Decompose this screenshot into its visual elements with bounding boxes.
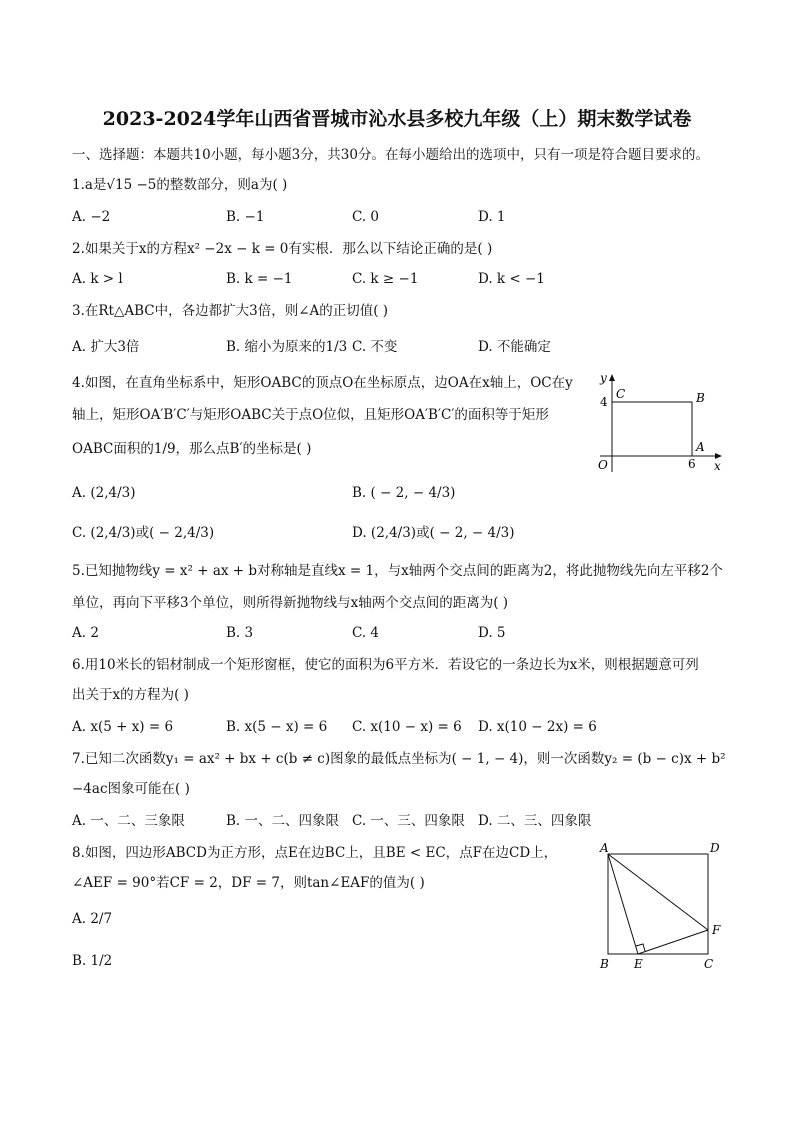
question-8-stem-line2: ∠AEF = 90°若CF = 2，DF = 7，则tan∠EAF的值为( ) <box>72 875 425 891</box>
q2-option-b: B. k = −1 <box>226 271 293 287</box>
q6-option-a: A. x(5 + x) = 6 <box>72 719 174 735</box>
q5-option-b: B. 3 <box>226 625 254 641</box>
q7-option-a: A. 一、二、三象限 <box>72 813 185 829</box>
right-angle-mark <box>636 944 645 951</box>
q6-option-c: C. x(10 − x) = 6 <box>352 719 462 735</box>
y-axis-arrow <box>609 374 615 381</box>
question-3-stem: 3.在Rt△ABC中，各边都扩大3倍，则∠A的正切值( ) <box>72 303 389 319</box>
question-5-stem-line2: 单位，再向下平移3个单位，则所得新抛物线与x轴两个交点间的距离为( ) <box>72 595 509 611</box>
question-7-stem-line2: −4ac图象可能在( ) <box>72 781 190 797</box>
label-d: D <box>710 841 720 855</box>
question-6-stem-line2: 出关于x的方程为( ) <box>72 687 189 703</box>
label-f: F <box>712 923 721 937</box>
label-a: A <box>696 440 705 454</box>
q2-option-a: A. k > l <box>72 271 123 287</box>
question-5-stem-line1: 5.已知抛物线y = x² + ax + b对称轴是直线x = 1，与x轴两个交点间的距离为2，将此抛物线先向左平移2个 <box>72 563 723 579</box>
question-1-stem: 1.a是√15 −5的整数部分，则a为( ) <box>72 177 288 193</box>
square-abcd-figure <box>594 838 734 974</box>
label-b: B <box>696 391 705 405</box>
q2-option-c: C. k ≥ −1 <box>352 271 419 287</box>
q3-option-d: D. 不能确定 <box>478 339 551 355</box>
label-e: E <box>634 957 643 971</box>
q1-option-d: D. 1 <box>478 209 506 225</box>
q5-option-d: D. 5 <box>478 625 506 641</box>
q2-option-d: D. k < −1 <box>478 271 545 287</box>
segment-af <box>608 854 708 930</box>
q8-option-b: B. 1/2 <box>72 953 113 969</box>
question-2-stem: 2.如果关于x的方程x² −2x − k = 0有实根．那么以下结论正确的是( ) <box>72 241 493 257</box>
q7-option-c: C. 一、三、四象限 <box>352 813 465 829</box>
q4-option-c: C. (2,4/3)或( − 2,4/3) <box>72 525 215 541</box>
question-4-stem-line3: OABC面积的1/9，那么点B′的坐标是( ) <box>72 441 312 457</box>
q4-option-d: D. (2,4/3)或( − 2, − 4/3) <box>352 525 515 541</box>
q3-option-b: B. 缩小为原来的1/3 <box>226 339 348 355</box>
label-o: O <box>598 458 608 472</box>
question-4-stem-line2: 轴上，矩形OA′B′C′与矩形OABC关于点O位似，且矩形OA′B′C′的面积等于矩形 <box>72 407 549 423</box>
coordinate-rectangle-figure <box>590 370 730 480</box>
page-title: 2023-2024学年山西省晋城市沁水县多校九年级（上）期末数学试卷 <box>102 108 692 130</box>
question-6-stem-line1: 6.用10米长的铝材制成一个矩形窗框，使它的面积为6平方米．若设它的一条边长为x米，则根据题意可列 <box>72 657 699 673</box>
q1-option-a: A. −2 <box>72 209 111 225</box>
label-y: y <box>600 371 607 385</box>
question-7-stem-line1: 7.已知二次函数y₁ = ax² + bx + c(b ≠ c)图象的最低点坐标为( − 1, − 4)，则一次函数y₂ = (b − c)x + b² <box>72 751 726 767</box>
q5-option-c: C. 4 <box>352 625 380 641</box>
q6-option-b: B. x(5 − x) = 6 <box>226 719 328 735</box>
q3-option-c: C. 不变 <box>352 339 398 355</box>
label-x: x <box>714 459 721 473</box>
q1-option-b: B. −1 <box>226 209 265 225</box>
label-4: 4 <box>600 395 608 409</box>
q8-option-a: A. 2/7 <box>72 911 113 927</box>
q1-option-c: C. 0 <box>352 209 380 225</box>
label-c: C <box>704 957 714 971</box>
q4-option-b: B. ( − 2, − 4/3) <box>352 485 456 501</box>
segment-ae <box>608 854 638 954</box>
question-4-stem-line1: 4.如图，在直角坐标系中，矩形OABC的顶点O在坐标原点，边OA在x轴上，OC在y <box>72 375 573 391</box>
label-c: C <box>616 387 626 401</box>
label-6: 6 <box>688 457 696 471</box>
label-a: A <box>600 841 609 855</box>
q6-option-d: D. x(10 − 2x) = 6 <box>478 719 597 735</box>
q7-option-d: D. 二、三、四象限 <box>478 813 592 829</box>
section-heading: 一、选择题：本题共10小题，每小题3分，共30分。在每小题给出的选项中，只有一项是符合题目要求的。 <box>72 147 709 163</box>
q4-option-a: A. (2,4/3) <box>72 485 136 501</box>
q5-option-a: A. 2 <box>72 625 99 641</box>
q3-option-a: A. 扩大3倍 <box>72 339 140 355</box>
question-8-stem-line1: 8.如图，四边形ABCD为正方形，点E在边BC上，且BE < EC，点F在边CD上， <box>72 845 558 861</box>
q7-option-b: B. 一、二、四象限 <box>226 813 340 829</box>
label-b: B <box>600 957 609 971</box>
segment-ef <box>638 930 708 954</box>
rectangle-oabc <box>612 402 692 456</box>
